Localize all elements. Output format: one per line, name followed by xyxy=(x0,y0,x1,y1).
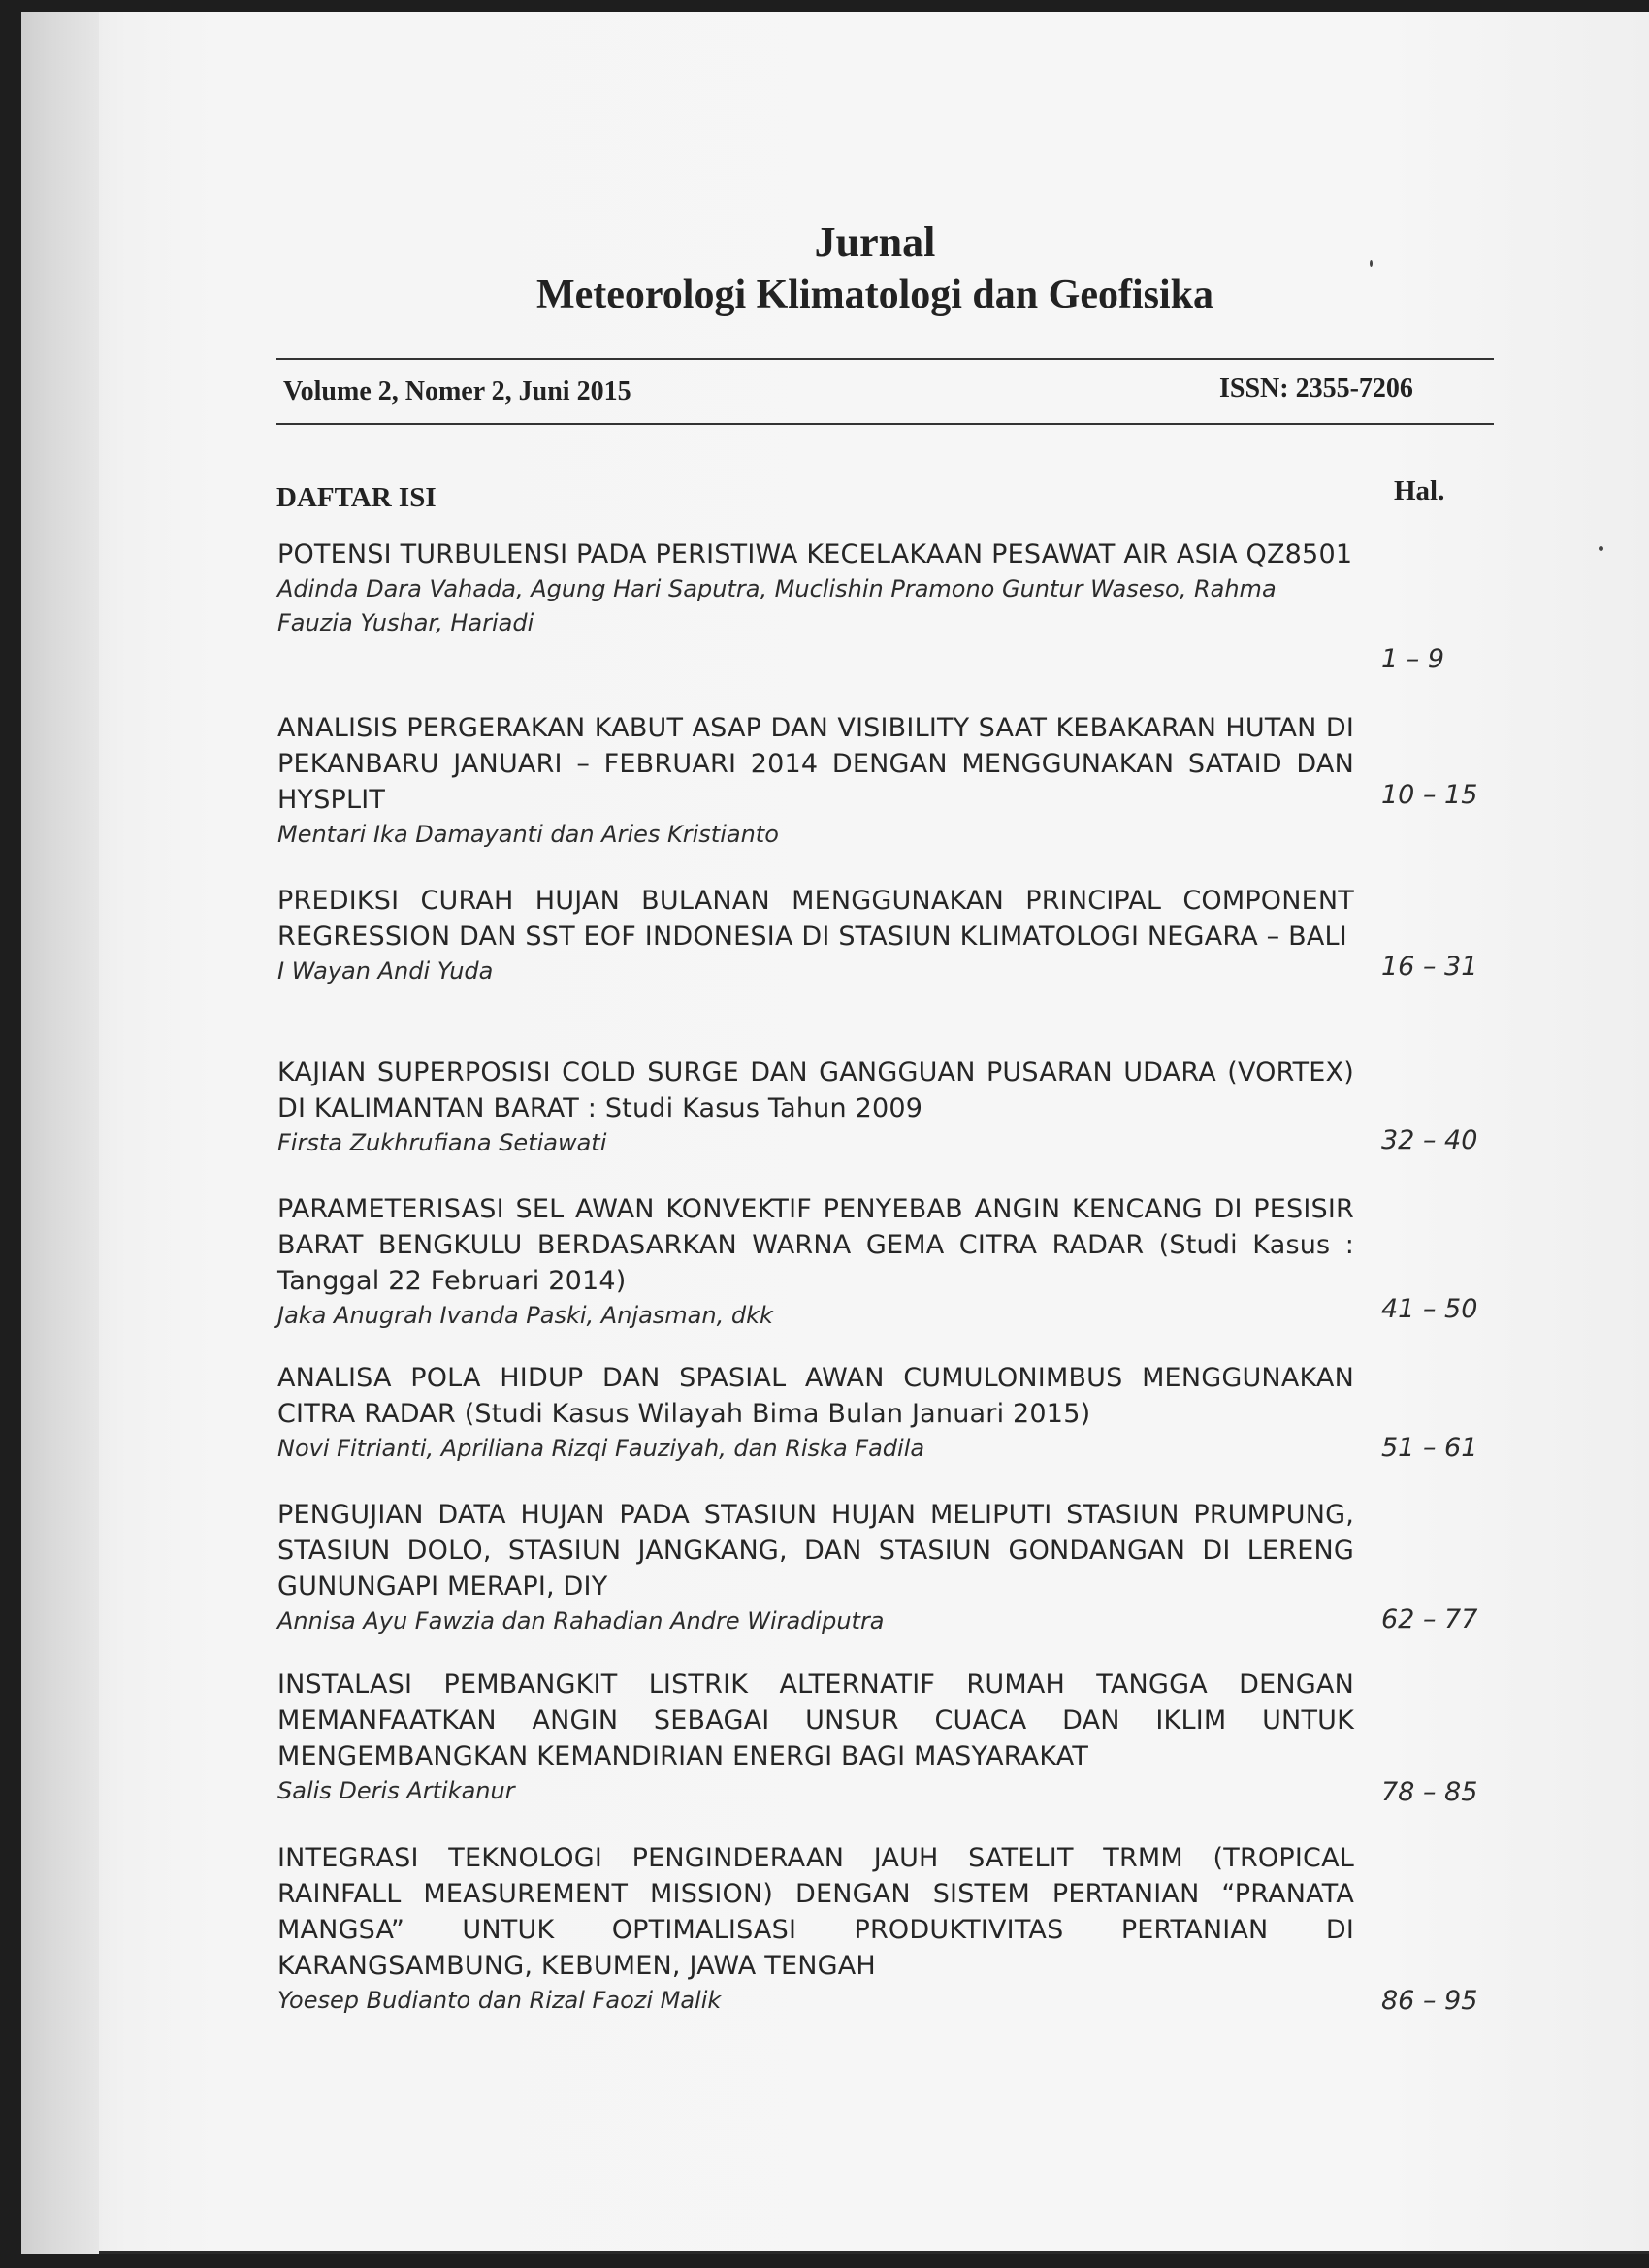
toc-entry-title: KAJIAN SUPERPOSISI COLD SURGE DAN GANGGUAN PUSARAN UDARA (VORTEX) DI KALIMANTAN BARAT : Studi Kasus Tahun 2009 xyxy=(277,1057,1354,1123)
toc-entry-authors: Jaka Anugrah Ivanda Paski, Anjasman, dkk xyxy=(277,1302,773,1329)
page-speck xyxy=(1370,260,1373,267)
toc-entry-pages: 78 – 85 xyxy=(1381,1777,1478,1807)
pages-column-header: Hal. xyxy=(1394,475,1445,506)
toc-title: DAFTAR ISI xyxy=(276,482,436,513)
toc-entry-title: INSTALASI PEMBANGKIT LISTRIK ALTERNATIF RUMAH TANGGA DENGAN MEMANFAATKAN ANGIN SEBAGAI UNSUR CUACA DAN IKLIM UNTUK MENGEMBANGKAN KEMANDIRIAN ENERGI BAGI MASYARAKAT xyxy=(277,1669,1354,1771)
issn: ISSN: 2355-7206 xyxy=(1219,373,1413,404)
page-speck xyxy=(1599,546,1603,551)
toc-entry xyxy=(277,536,1354,640)
toc-entry-pages: 32 – 40 xyxy=(1381,1125,1478,1155)
toc-entry-pages: 51 – 61 xyxy=(1381,1433,1478,1463)
toc-entry-authors: Mentari Ika Damayanti dan Aries Kristianto xyxy=(277,821,779,848)
toc-entry-authors: Adinda Dara Vahada, Agung Hari Saputra, Muclishin Pramono Guntur Waseso, Rahma Fauzia Yushar, Hariadi xyxy=(277,575,1277,636)
toc-entry-title: PENGUJIAN DATA HUJAN PADA STASIUN HUJAN MELIPUTI STASIUN PRUMPUNG, STASIUN DOLO, STASIUN JANGKANG, DAN STASIUN GONDANGAN DI LERENG GUNUNGAPI MERAPI, DIY xyxy=(277,1500,1354,1602)
volume-info: Volume 2, Nomer 2, Juni 2015 xyxy=(283,376,631,406)
toc-entry-authors: I Wayan Andi Yuda xyxy=(277,957,494,985)
toc-entry xyxy=(277,1191,1354,1333)
toc-entry-title: ANALISA POLA HIDUP DAN SPASIAL AWAN CUMULONIMBUS MENGGUNAKAN CITRA RADAR (Studi Kasus Wilayah Bima Bulan Januari 2015) xyxy=(277,1363,1354,1429)
toc-entry xyxy=(277,1840,1354,2018)
toc-entry-pages: 41 – 50 xyxy=(1381,1294,1478,1324)
toc-entry-authors: Salis Deris Artikanur xyxy=(277,1777,515,1804)
toc-entry xyxy=(277,1054,1354,1160)
toc-entry xyxy=(277,1497,1354,1638)
toc-entry-pages: 10 – 15 xyxy=(1381,780,1478,810)
journal-page xyxy=(21,12,1649,2254)
journal-name: Meteorologi Klimatologi dan Geofisika xyxy=(535,273,1213,317)
toc-entry-pages: 86 – 95 xyxy=(1381,1986,1478,2016)
toc-entry-authors: Novi Fitrianti, Apriliana Rizqi Fauziyah, dan Riska Fadila xyxy=(277,1435,925,1462)
toc-entry-authors: Firsta Zukhrufiana Setiawati xyxy=(277,1129,607,1156)
toc-entry-pages: 1 – 9 xyxy=(1381,644,1445,674)
toc-entry-pages: 16 – 31 xyxy=(1381,952,1478,982)
toc-entry-pages: 62 – 77 xyxy=(1381,1604,1478,1635)
toc-list xyxy=(21,12,1649,2254)
toc-entry-authors: Yoesep Budianto dan Rizal Faozi Malik xyxy=(277,1987,722,2014)
toc-entry-title: POTENSI TURBULENSI PADA PERISTIWA KECELAKAAN PESAWAT AIR ASIA QZ8501 xyxy=(277,539,1353,569)
toc-entry-title: ANALISIS PERGERAKAN KABUT ASAP DAN VISIBILITY SAAT KEBAKARAN HUTAN DI PEKANBARU JANUARI – FEBRUARI 2014 DENGAN MENGGUNAKAN SATAID DAN HYSPLIT xyxy=(277,713,1354,815)
journal-label: Jurnal xyxy=(814,218,936,266)
toc-entry xyxy=(277,883,1354,988)
toc-entry-title: INTEGRASI TEKNOLOGI PENGINDERAAN JAUH SATELIT TRMM (TROPICAL RAINFALL MEASUREMENT MISSION) DENGAN SISTEM PERTANIAN “PRANATA MANGSA” UNTUK OPTIMALISASI PRODUKTIVITAS PERTANIAN DI KARANGSAMBUNG, KEBUMEN, JAWA TENGAH xyxy=(277,1843,1354,1981)
toc-entry xyxy=(277,710,1354,852)
toc-entry-authors: Annisa Ayu Fawzia dan Rahadian Andre Wiradiputra xyxy=(277,1607,885,1635)
toc-entry-title: PREDIKSI CURAH HUJAN BULANAN MENGGUNAKAN PRINCIPAL COMPONENT REGRESSION DAN SST EOF INDONESIA DI STASIUN KLIMATOLOGI NEGARA – BALI xyxy=(277,886,1354,952)
toc-entry xyxy=(277,1360,1354,1466)
toc-entry-title: PARAMETERISASI SEL AWAN KONVEKTIF PENYEBAB ANGIN KENCANG DI PESISIR BARAT BENGKULU BERDASARKAN WARNA GEMA CITRA RADAR (Studi Kasus : Tanggal 22 Februari 2014) xyxy=(277,1194,1354,1296)
toc-entry xyxy=(277,1667,1354,1808)
